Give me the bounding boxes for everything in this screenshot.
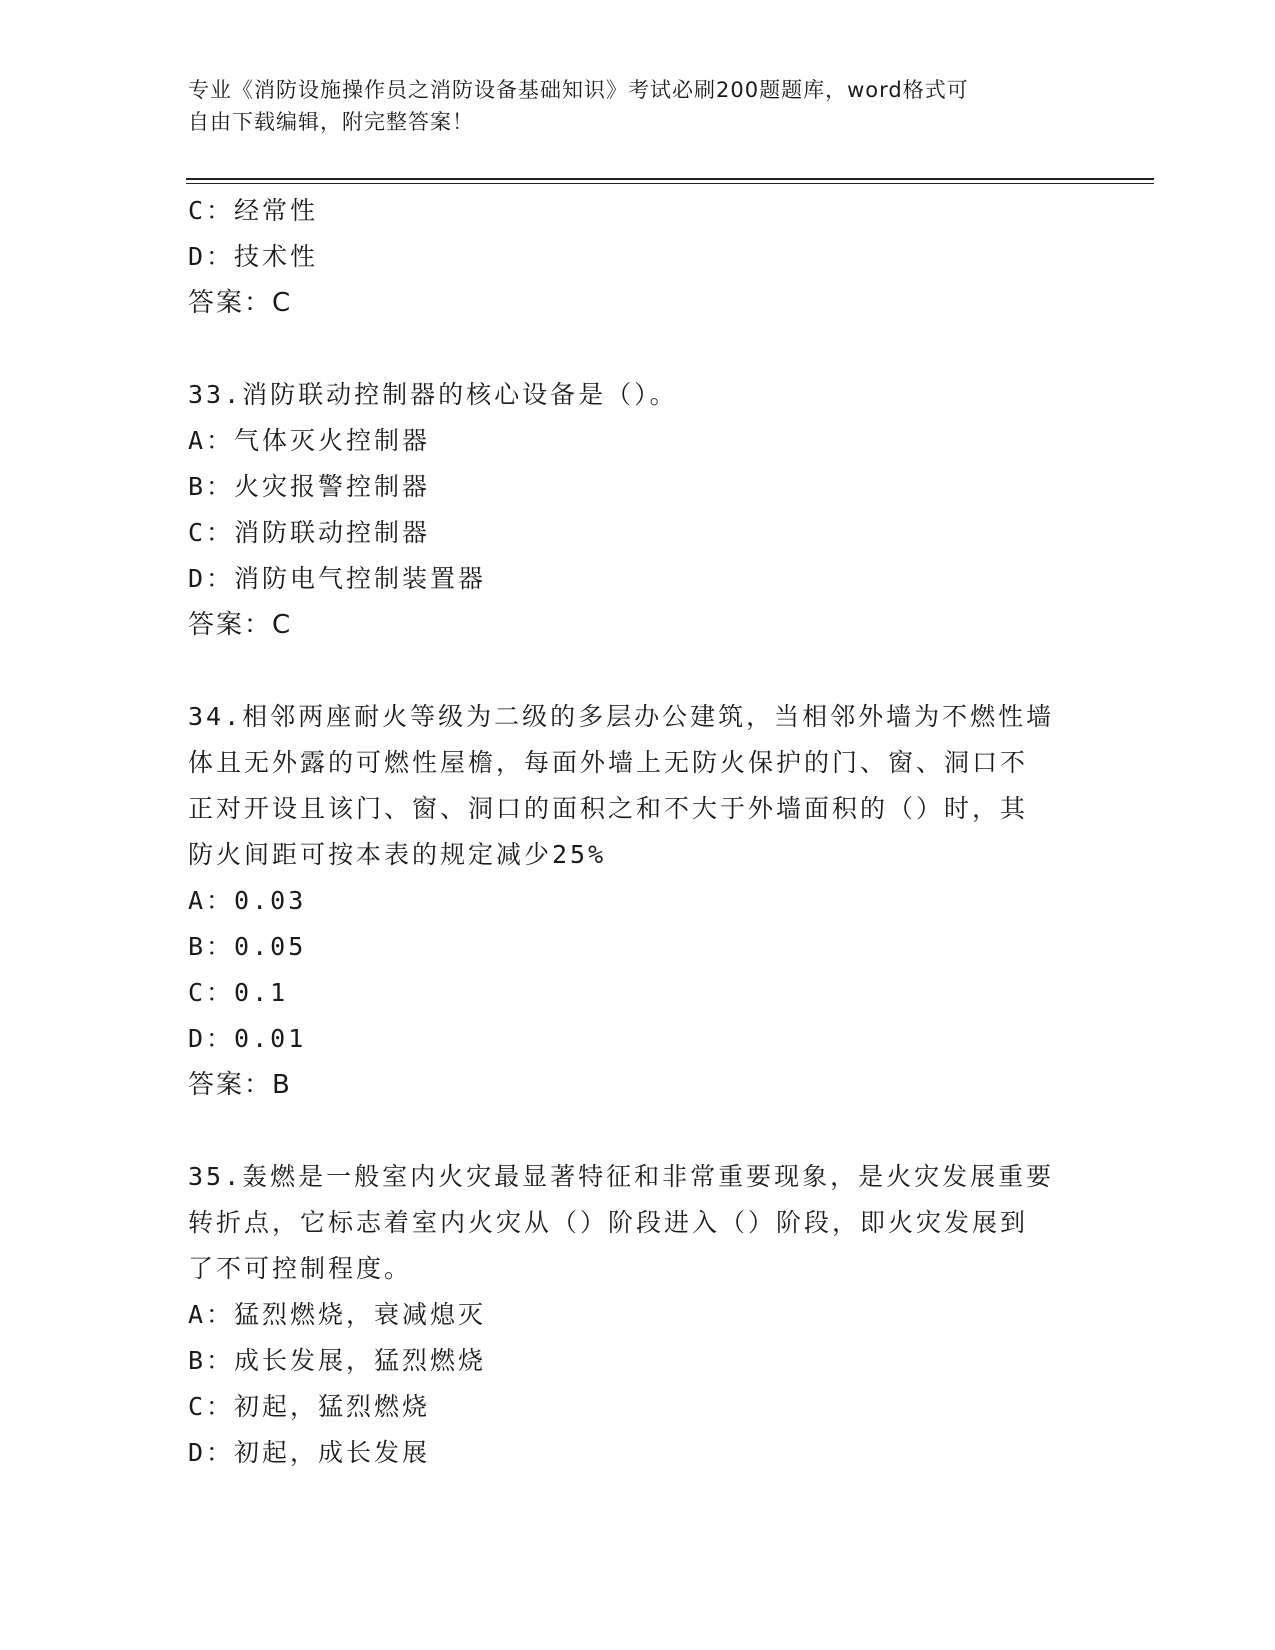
option-a: A：气体灭火控制器 — [188, 426, 431, 455]
spacer — [188, 1108, 1088, 1154]
header-title-line-2: 自由下载编辑，附完整答案！ — [188, 110, 474, 134]
answer-line: 答案：C — [188, 610, 293, 640]
question-stem: 33.消防联动控制器的核心设备是（）。 — [188, 380, 678, 409]
question-stem-line: 了不可控制程度。 — [188, 1254, 413, 1283]
question-33 — [188, 372, 1088, 648]
page-header — [188, 74, 1068, 138]
header-rule-thick — [186, 178, 1154, 180]
header-title-line-1: 专业《消防设施操作员之消防设备基础知识》考试必刷200题题库，word格式可 — [188, 78, 969, 102]
answer-line: 答案：B — [188, 1070, 292, 1100]
question-stem-line: 转折点，它标志着室内火灾从（）阶段进入（）阶段，即火灾发展到 — [188, 1208, 1029, 1237]
option-b: B：成长发展，猛烈燃烧 — [188, 1346, 487, 1375]
option-d: D：消防电气控制装置器 — [188, 564, 487, 593]
option-c: C：消防联动控制器 — [188, 518, 431, 547]
question-35 — [188, 1154, 1088, 1476]
answer-line: 答案：C — [188, 288, 293, 318]
question-carryover — [188, 188, 1088, 326]
question-34 — [188, 694, 1088, 1108]
header-rule-thin — [186, 183, 1154, 184]
option-d: D：初起，成长发展 — [188, 1438, 431, 1467]
question-stem-line: 体且无外露的可燃性屋檐，每面外墙上无防火保护的门、窗、洞口不 — [188, 748, 1029, 777]
question-stem-line: 34.相邻两座耐火等级为二级的多层办公建筑，当相邻外墙为不燃性墙 — [188, 702, 1055, 731]
question-stem-line: 正对开设且该门、窗、洞口的面积之和不大于外墙面积的（）时，其 — [188, 794, 1029, 823]
option-c: C：0.1 — [188, 978, 289, 1007]
spacer — [188, 326, 1088, 372]
option-d: D：技术性 — [188, 242, 319, 271]
option-b: B：火灾报警控制器 — [188, 472, 431, 501]
question-stem-line: 35.轰燃是一般室内火灾最显著特征和非常重要现象，是火灾发展重要 — [188, 1162, 1055, 1191]
option-c: C：经常性 — [188, 196, 319, 225]
option-c: C：初起，猛烈燃烧 — [188, 1392, 431, 1421]
spacer — [188, 648, 1088, 694]
option-a: A：0.03 — [188, 886, 307, 915]
option-a: A：猛烈燃烧，衰减熄灭 — [188, 1300, 487, 1329]
option-d: D：0.01 — [188, 1024, 307, 1053]
option-b: B：0.05 — [188, 932, 307, 961]
document-body — [188, 188, 1088, 1476]
question-stem-line: 防火间距可按本表的规定减少25% — [188, 840, 607, 869]
